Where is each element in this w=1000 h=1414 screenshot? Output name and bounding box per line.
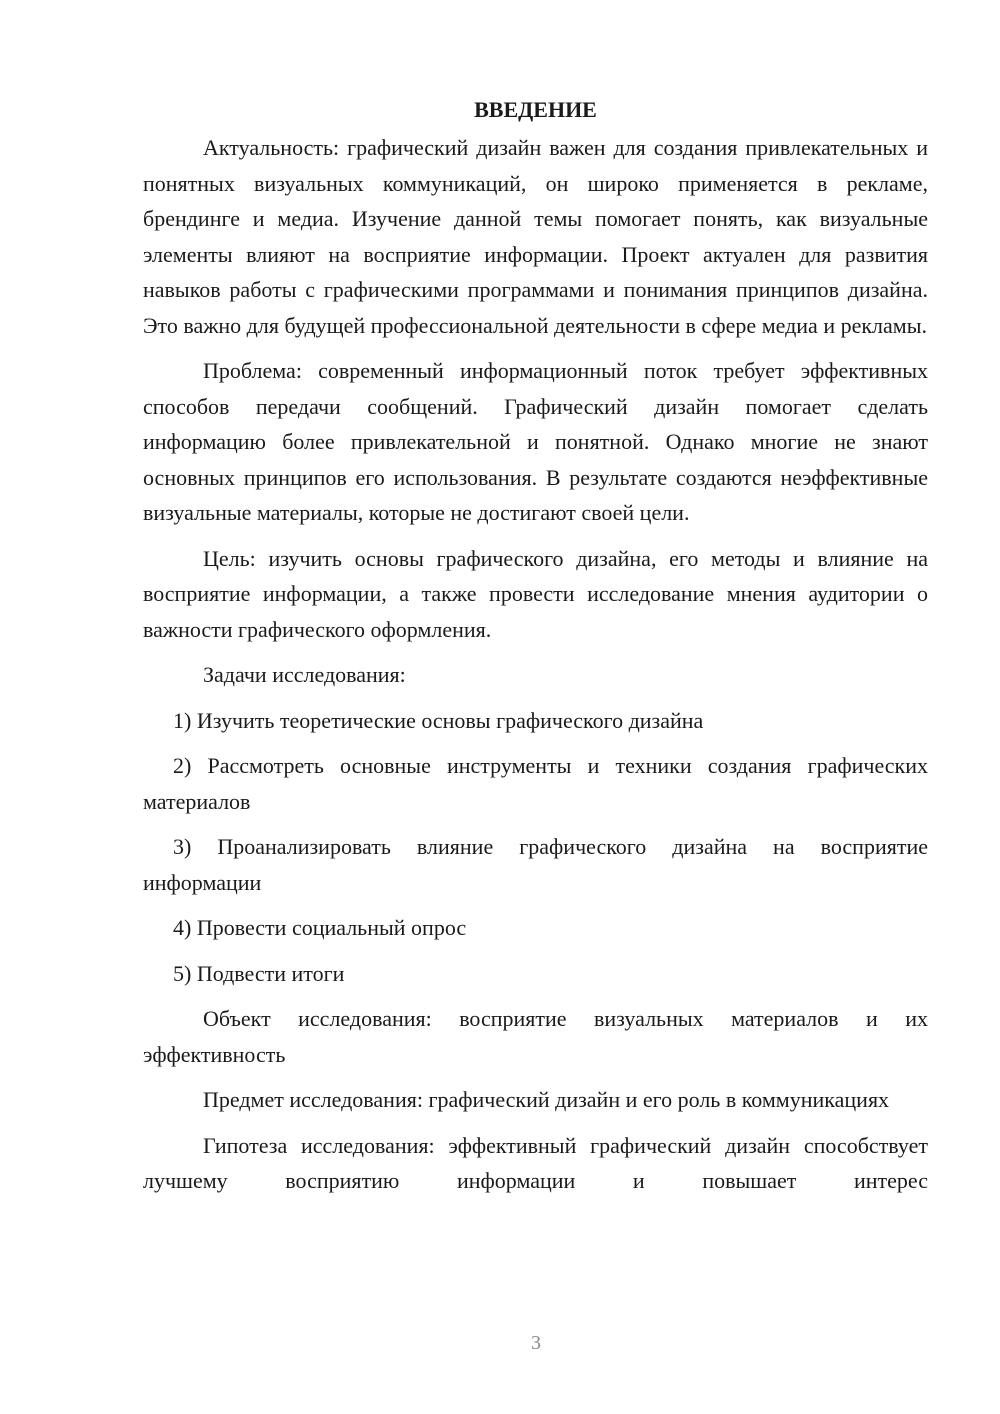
task-item: 1) Изучить теоретические основы графического дизайна (173, 707, 704, 733)
page-number: 3 (531, 1332, 541, 1354)
paragraph-relevance: Актуальность: графический дизайн важен для создания привлекательных и понятных визуальных коммуникаций, он широко применяется в рекламе, брендинге и медиа. Изучение данной темы помогает понять, как визуальные элементы влияют на восприятие информации. Проект актуален для развития навыков работы с графическими программами и понимания принципов дизайна. Это важно для будущей профессиональной деятельности в сфере медиа и рекламы. (143, 135, 928, 338)
tasks-heading: Задачи исследования: (203, 662, 406, 687)
document-page (143, 92, 928, 1209)
task-item: 2) Рассмотреть основные инструменты и техники создания графических материалов (143, 753, 928, 814)
task-item: 5) Подвести итоги (173, 960, 345, 986)
paragraph-hypothesis: Гипотеза исследования: эффективный графический дизайн способствует лучшему восприятию информации и повышает интерес (143, 1132, 928, 1193)
task-item: 3) Проанализировать влияние графического дизайна на восприятие информации (143, 834, 928, 895)
paragraph-object: Объект исследования: восприятие визуальных материалов и их эффективность (143, 1006, 928, 1067)
paragraph-goal: Цель: изучить основы графического дизайна, его методы и влияние на восприятие информации, а также провести исследование мнения аудитории о важности графического оформления. (143, 545, 928, 642)
page-title: ВВЕДЕНИЕ (474, 97, 597, 122)
task-item: 4) Провести социальный опрос (173, 915, 467, 940)
paragraph-problem: Проблема: современный информационный поток требует эффективных способов передачи сообщений. Графический дизайн помогает сделать информацию более привлекательной и понятной. Однако многие не знают основных принципов его использования. В результате создаются неэффективные визуальные материалы, которые не достигают своей цели. (143, 358, 928, 525)
paragraph-subject: Предмет исследования: графический дизайн и его роль в коммуникациях (203, 1087, 890, 1112)
